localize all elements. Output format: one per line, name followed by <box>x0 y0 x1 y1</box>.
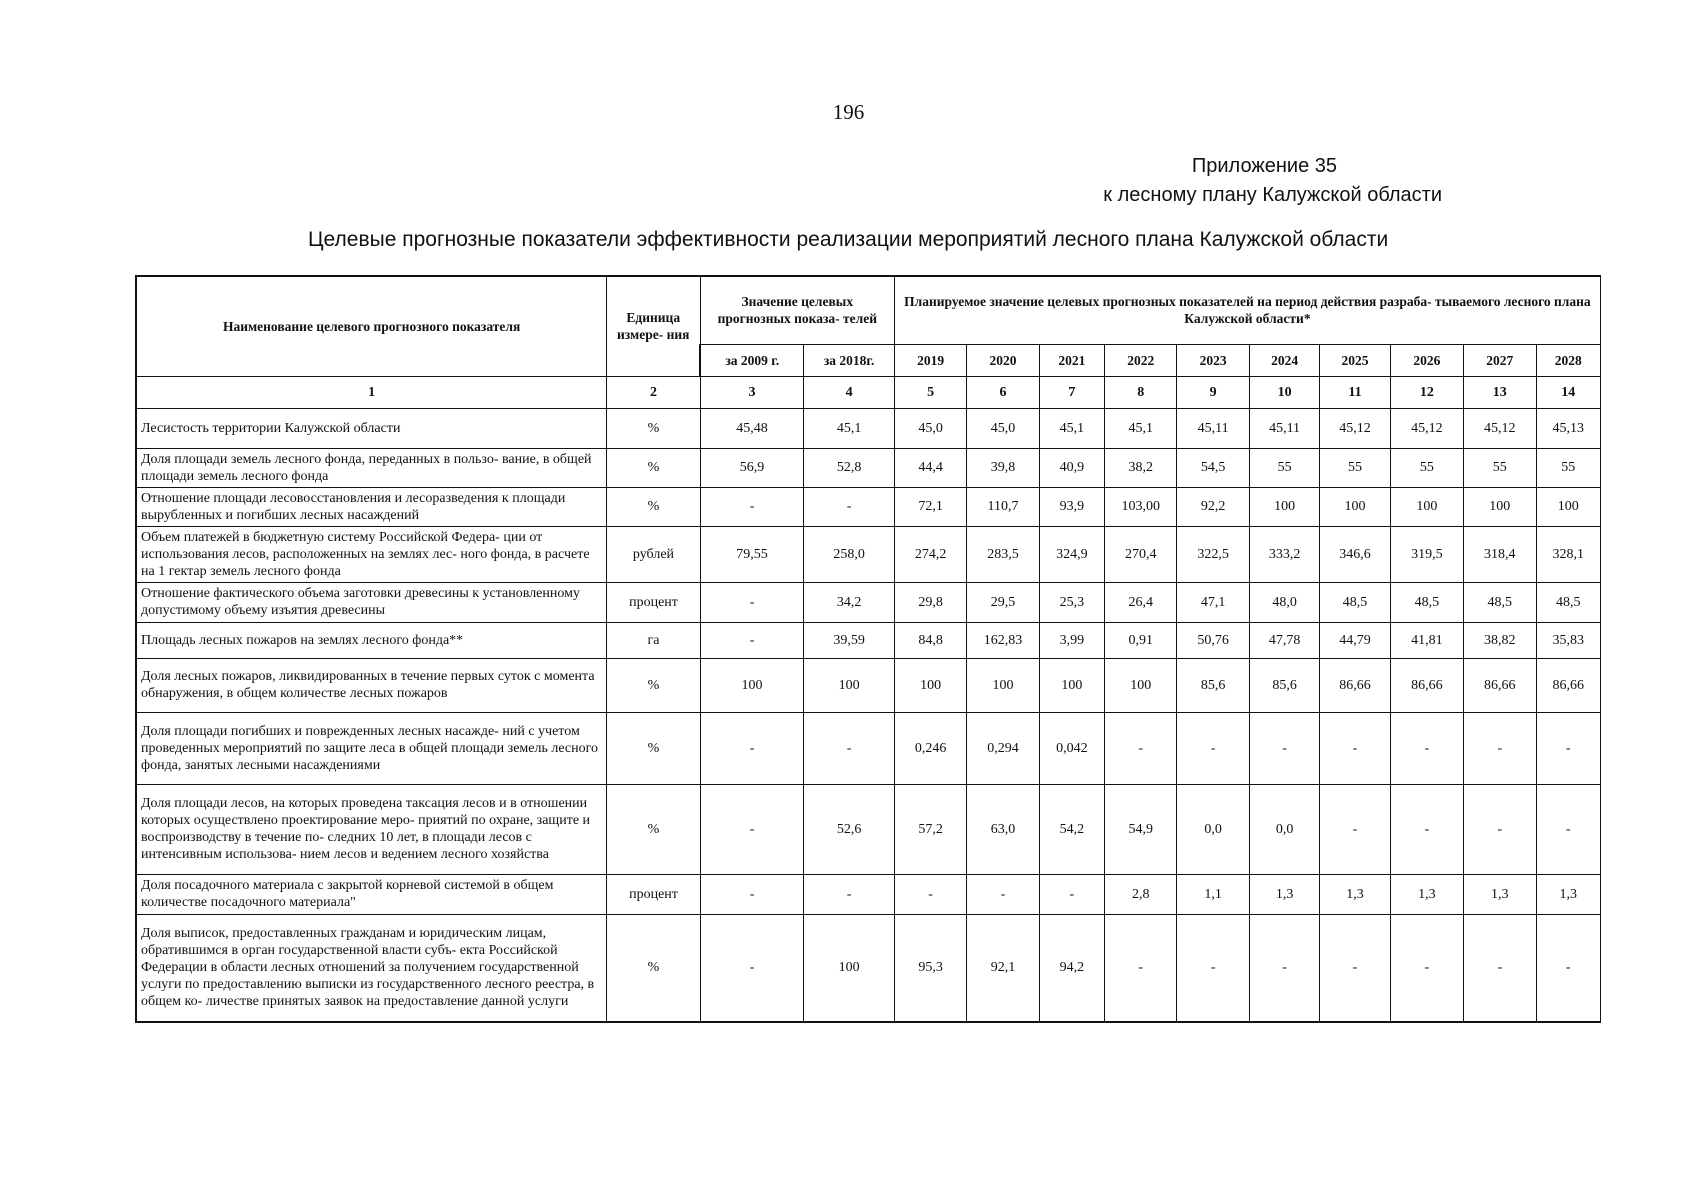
indicator-value: 55 <box>1390 448 1463 487</box>
indicator-value: 110,7 <box>967 487 1039 526</box>
header-period-1: за 2018г. <box>804 344 895 376</box>
indicator-value: 55 <box>1536 448 1601 487</box>
header-forecast-values: Значение целевых прогнозных показа- телей <box>700 276 894 344</box>
indicator-value: 86,66 <box>1464 658 1536 712</box>
indicator-value: 54,2 <box>1039 784 1104 874</box>
indicator-value: - <box>804 874 895 914</box>
indicator-value: 1,1 <box>1177 874 1249 914</box>
table-row <box>136 448 1601 487</box>
indicator-value: 57,2 <box>894 784 966 874</box>
indicator-value: - <box>700 712 804 784</box>
indicator-value: 328,1 <box>1536 526 1601 582</box>
indicator-value: 100 <box>1536 487 1601 526</box>
indicator-unit: % <box>607 448 701 487</box>
indicator-value: 100 <box>894 658 966 712</box>
indicator-unit: га <box>607 622 701 658</box>
indicator-unit: процент <box>607 582 701 622</box>
indicator-value: 35,83 <box>1536 622 1601 658</box>
indicator-value: 44,4 <box>894 448 966 487</box>
indicator-value: 274,2 <box>894 526 966 582</box>
indicator-value: 319,5 <box>1390 526 1463 582</box>
indicator-value: 54,5 <box>1177 448 1249 487</box>
indicator-value: 47,1 <box>1177 582 1249 622</box>
column-number: 12 <box>1390 376 1463 408</box>
indicator-value: 85,6 <box>1249 658 1319 712</box>
indicator-value: 100 <box>804 914 895 1022</box>
indicator-value: 45,1 <box>804 408 895 448</box>
indicator-value: 92,2 <box>1177 487 1249 526</box>
indicator-unit: % <box>607 408 701 448</box>
indicator-value: 45,48 <box>700 408 804 448</box>
indicator-value: 162,83 <box>967 622 1039 658</box>
indicator-value: - <box>1536 914 1601 1022</box>
table-row <box>136 408 1601 448</box>
indicator-value: 86,66 <box>1536 658 1601 712</box>
indicator-value: - <box>700 487 804 526</box>
header-period-10: 2027 <box>1464 344 1536 376</box>
indicator-value: 29,5 <box>967 582 1039 622</box>
indicator-value: - <box>1320 914 1390 1022</box>
page-number: 196 <box>832 100 865 124</box>
column-number: 8 <box>1105 376 1177 408</box>
indicator-value: 40,9 <box>1039 448 1104 487</box>
indicator-value: 0,294 <box>967 712 1039 784</box>
indicator-value: 41,81 <box>1390 622 1463 658</box>
indicator-name: Доля площади погибших и поврежденных лесных насажде- ний с учетом проведенных мероприятий по защите леса в общей площади земель лесного фонда, занятых лесными насаждениями <box>136 712 607 784</box>
indicator-value: 103,00 <box>1105 487 1177 526</box>
indicator-value: 45,12 <box>1390 408 1463 448</box>
indicator-value: 48,0 <box>1249 582 1319 622</box>
indicator-value: - <box>700 784 804 874</box>
header-period-3: 2020 <box>967 344 1039 376</box>
indicator-value: - <box>1105 914 1177 1022</box>
indicator-value: 0,91 <box>1105 622 1177 658</box>
indicator-unit: % <box>607 712 701 784</box>
indicator-value: 55 <box>1249 448 1319 487</box>
column-number: 1 <box>136 376 607 408</box>
indicator-value: 48,5 <box>1390 582 1463 622</box>
table-row <box>136 874 1601 914</box>
indicator-value: 52,6 <box>804 784 895 874</box>
column-number-row <box>136 376 1601 408</box>
indicator-value: 1,3 <box>1536 874 1601 914</box>
column-number: 4 <box>804 376 895 408</box>
indicator-value: 1,3 <box>1464 874 1536 914</box>
indicator-value: 2,8 <box>1105 874 1177 914</box>
header-period-2: 2019 <box>894 344 966 376</box>
document-title: Целевые прогнозные показатели эффективности реализации мероприятий лесного плана Калужской области <box>308 228 1389 251</box>
appendix-number: Приложение 35 <box>1191 155 1337 177</box>
indicator-value: 45,1 <box>1039 408 1104 448</box>
indicator-value: 1,3 <box>1390 874 1463 914</box>
indicator-value: - <box>1105 712 1177 784</box>
indicator-value: - <box>1464 712 1536 784</box>
header-period-4: 2021 <box>1039 344 1104 376</box>
indicator-value: 85,6 <box>1177 658 1249 712</box>
indicator-value: 26,4 <box>1105 582 1177 622</box>
indicator-name: Доля посадочного материала с закрытой корневой системой в общем количестве посадочного материала" <box>136 874 607 914</box>
indicator-value: - <box>700 914 804 1022</box>
indicator-value: 45,11 <box>1177 408 1249 448</box>
appendix-reference: к лесному плану Калужской области <box>1103 184 1442 206</box>
indicator-value: 0,0 <box>1177 784 1249 874</box>
indicator-unit: рублей <box>607 526 701 582</box>
table-row <box>136 622 1601 658</box>
indicator-name: Отношение фактического объема заготовки древесины к установленному допустимому объему изъятия древесины <box>136 582 607 622</box>
header-planned-values: Планируемое значение целевых прогнозных показателей на период действия разраба- тываемого лесного плана Калужской области* <box>894 276 1600 344</box>
indicators-table <box>135 275 1601 1023</box>
indicator-name: Доля лесных пожаров, ликвидированных в течение первых суток с момента обнаружения, в общем количестве лесных пожаров <box>136 658 607 712</box>
indicator-value: - <box>1249 914 1319 1022</box>
header-unit: Единица измере- ния <box>607 276 701 376</box>
indicator-value: - <box>804 487 895 526</box>
indicator-value: 346,6 <box>1320 526 1390 582</box>
indicator-value: 45,0 <box>894 408 966 448</box>
indicator-value: 38,82 <box>1464 622 1536 658</box>
indicator-unit: % <box>607 784 701 874</box>
indicator-value: - <box>1390 784 1463 874</box>
indicator-value: 100 <box>967 658 1039 712</box>
table-row <box>136 914 1601 1022</box>
indicator-value: 45,0 <box>967 408 1039 448</box>
indicator-value: - <box>1390 712 1463 784</box>
column-number: 10 <box>1249 376 1319 408</box>
column-number: 3 <box>700 376 804 408</box>
indicator-value: 100 <box>1105 658 1177 712</box>
indicator-value: 318,4 <box>1464 526 1536 582</box>
indicator-name: Площадь лесных пожаров на землях лесного фонда** <box>136 622 607 658</box>
indicator-value: - <box>1177 914 1249 1022</box>
indicator-value: 100 <box>804 658 895 712</box>
indicator-name: Лесистость территории Калужской области <box>136 408 607 448</box>
table-row <box>136 658 1601 712</box>
indicator-value: - <box>1464 784 1536 874</box>
header-period-6: 2023 <box>1177 344 1249 376</box>
header-period-0: за 2009 г. <box>700 344 804 376</box>
indicator-value: 79,55 <box>700 526 804 582</box>
indicator-value: 333,2 <box>1249 526 1319 582</box>
indicator-value: 0,246 <box>894 712 966 784</box>
indicator-value: 270,4 <box>1105 526 1177 582</box>
column-number: 14 <box>1536 376 1601 408</box>
indicator-value: 45,12 <box>1464 408 1536 448</box>
indicator-value: 55 <box>1320 448 1390 487</box>
indicator-value: 45,11 <box>1249 408 1319 448</box>
indicator-value: - <box>700 582 804 622</box>
indicator-value: 56,9 <box>700 448 804 487</box>
column-number: 5 <box>894 376 966 408</box>
indicator-value: 44,79 <box>1320 622 1390 658</box>
column-number: 9 <box>1177 376 1249 408</box>
indicator-value: 0,042 <box>1039 712 1104 784</box>
indicator-value: 72,1 <box>894 487 966 526</box>
column-number: 6 <box>967 376 1039 408</box>
indicator-value: - <box>1536 784 1601 874</box>
indicator-value: 48,5 <box>1464 582 1536 622</box>
table-row <box>136 526 1601 582</box>
indicator-value: - <box>1320 712 1390 784</box>
indicator-value: - <box>1464 914 1536 1022</box>
table-row <box>136 582 1601 622</box>
indicator-value: 322,5 <box>1177 526 1249 582</box>
indicator-value: 258,0 <box>804 526 895 582</box>
indicator-name: Доля выписок, предоставленных гражданам и юридическим лицам, обратившимся в орган государственной власти субъ- екта Российской Федерации в области лесных отношений за получением государственной услуги по предоставлению выписки из государственного лесного реестра, в общем ко- личестве принятых заявок на предоставление данной услуги <box>136 914 607 1022</box>
indicator-value: 1,3 <box>1320 874 1390 914</box>
header-period-9: 2026 <box>1390 344 1463 376</box>
indicator-value: 100 <box>1249 487 1319 526</box>
indicator-value: 45,1 <box>1105 408 1177 448</box>
indicator-value: - <box>1390 914 1463 1022</box>
indicator-value: 29,8 <box>894 582 966 622</box>
indicator-name: Доля площади лесов, на которых проведена таксация лесов и в отношении которых осуществлено проектирование меро- приятий по охране, защите и воспроизводству в течение по- следних 10 лет, в площади лесов с интенсивным использова- нием лесов и ведением лесного хозяйства <box>136 784 607 874</box>
header-period-11: 2028 <box>1536 344 1601 376</box>
table-row <box>136 487 1601 526</box>
indicator-value: 45,12 <box>1320 408 1390 448</box>
indicator-value: 100 <box>1320 487 1390 526</box>
indicator-value: 55 <box>1464 448 1536 487</box>
indicator-value: 39,59 <box>804 622 895 658</box>
indicator-value: 48,5 <box>1320 582 1390 622</box>
indicator-value: 38,2 <box>1105 448 1177 487</box>
indicator-value: - <box>1177 712 1249 784</box>
indicator-value: 50,76 <box>1177 622 1249 658</box>
indicator-value: 47,78 <box>1249 622 1319 658</box>
indicator-value: - <box>804 712 895 784</box>
indicator-value: 86,66 <box>1390 658 1463 712</box>
indicator-value: 34,2 <box>804 582 895 622</box>
indicator-value: 100 <box>1390 487 1463 526</box>
indicator-value: 93,9 <box>1039 487 1104 526</box>
indicator-value: 283,5 <box>967 526 1039 582</box>
indicator-value: 25,3 <box>1039 582 1104 622</box>
indicator-value: 100 <box>1039 658 1104 712</box>
header-period-7: 2024 <box>1249 344 1319 376</box>
header-period-8: 2025 <box>1320 344 1390 376</box>
indicator-value: 0,0 <box>1249 784 1319 874</box>
indicator-value: 3,99 <box>1039 622 1104 658</box>
indicator-value: 100 <box>700 658 804 712</box>
column-number: 13 <box>1464 376 1536 408</box>
indicator-unit: % <box>607 914 701 1022</box>
indicator-value: - <box>1039 874 1104 914</box>
indicator-value: 86,66 <box>1320 658 1390 712</box>
indicator-value: 84,8 <box>894 622 966 658</box>
header-period-5: 2022 <box>1105 344 1177 376</box>
indicator-value: - <box>700 622 804 658</box>
indicator-value: 45,13 <box>1536 408 1601 448</box>
table-body <box>136 408 1601 1022</box>
indicator-value: - <box>1249 712 1319 784</box>
indicator-value: 94,2 <box>1039 914 1104 1022</box>
indicator-value: 48,5 <box>1536 582 1601 622</box>
column-number: 2 <box>607 376 701 408</box>
indicator-value: 324,9 <box>1039 526 1104 582</box>
indicator-value: - <box>894 874 966 914</box>
indicator-value: 39,8 <box>967 448 1039 487</box>
indicator-unit: процент <box>607 874 701 914</box>
column-number: 7 <box>1039 376 1104 408</box>
indicator-unit: % <box>607 487 701 526</box>
indicator-value: 54,9 <box>1105 784 1177 874</box>
table-row <box>136 784 1601 874</box>
indicator-value: - <box>967 874 1039 914</box>
indicator-name: Доля площади земель лесного фонда, переданных в пользо- вание, в общей площади земель лесного фонда <box>136 448 607 487</box>
indicator-value: - <box>1536 712 1601 784</box>
indicator-name: Объем платежей в бюджетную систему Российской Федера- ции от использования лесов, расположенных на землях лес- ного фонда, в расчете на 1 гектар земель лесного фонда <box>136 526 607 582</box>
column-number: 11 <box>1320 376 1390 408</box>
indicator-value: 63,0 <box>967 784 1039 874</box>
indicator-value: 52,8 <box>804 448 895 487</box>
indicator-value: - <box>1320 784 1390 874</box>
indicator-value: 95,3 <box>894 914 966 1022</box>
indicator-value: 92,1 <box>967 914 1039 1022</box>
indicator-value: - <box>700 874 804 914</box>
header-indicator-name: Наименование целевого прогнозного показателя <box>136 276 607 376</box>
indicator-value: 1,3 <box>1249 874 1319 914</box>
indicator-name: Отношение площади лесовосстановления и лесоразведения к площади вырубленных и погибших лесных насаждений <box>136 487 607 526</box>
appendix-note <box>1103 152 1442 210</box>
indicator-value: 100 <box>1464 487 1536 526</box>
table-row <box>136 712 1601 784</box>
indicator-unit: % <box>607 658 701 712</box>
